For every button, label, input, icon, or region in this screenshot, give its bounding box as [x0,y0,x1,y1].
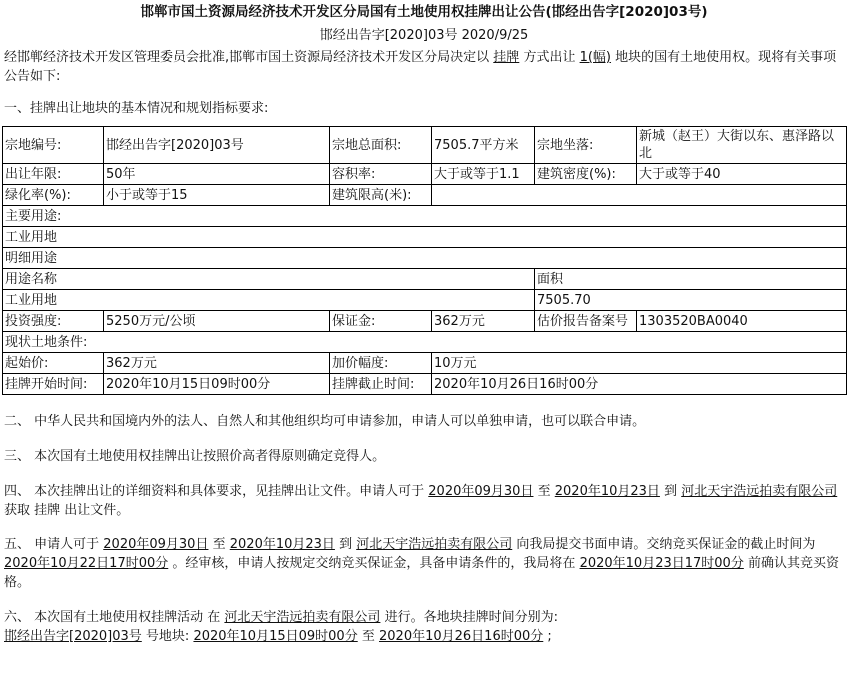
intro-text-2: 方式出让 [523,50,576,65]
table-cell: 起始价: [3,353,104,374]
table-cell: 宗地总面积: [330,127,432,164]
section-5-text: 到 [339,537,353,552]
section-6-text: 六、 本次国有土地使用权挂牌活动 在 [4,610,221,625]
table-cell: 大于或等于1.1 [432,164,535,185]
table-cell: 小于或等于15 [104,185,330,206]
table-cell: 建筑密度(%): [535,164,637,185]
table-row [3,374,847,395]
table-cell: 362万元 [104,353,330,374]
listing-end-time: 2020年10月26日16时00分 [379,629,544,644]
section-4 [0,482,848,520]
table-cell: 2020年10月15日09时00分 [104,374,330,395]
auction-company: 河北天宇浩远拍卖有限公司 [224,610,381,625]
table-cell: 加价幅度: [330,353,432,374]
date-end: 2020年10月23日 [229,537,335,552]
section-5-text: 五、 申请人可于 [4,537,100,552]
section-5-text: 至 [212,537,226,552]
table-cell: 用途名称 [3,269,535,290]
table-cell: 宗地编号: [3,127,104,164]
table-cell: 5250万元/公顷 [104,311,330,332]
table-cell: 7505.7平方米 [432,127,535,164]
deposit-deadline: 2020年10月22日17时00分 [4,556,169,571]
table-cell: 1303520BA0040 [637,311,847,332]
table-row [3,185,847,206]
listing-start-time: 2020年10月15日09时00分 [193,629,358,644]
table-cell: 邯经出告字[2020]03号 [104,127,330,164]
qualification-confirm-time: 2020年10月23日17时00分 [579,556,744,571]
table-row [3,164,847,185]
table-cell: 容积率: [330,164,432,185]
table-row [3,227,847,248]
table-row [3,127,847,164]
intro-text-3: 地块的国有土地使用权。现将有关事项公告如下: [4,50,837,84]
date-start: 2020年09月30日 [428,484,534,499]
section-6 [0,608,848,646]
table-cell: 主要用途: [3,206,847,227]
document-number-date: 邯经出告字[2020]03号 2020/9/25 [319,28,529,43]
date-end: 2020年10月23日 [554,484,660,499]
table-cell: 宗地坐落: [535,127,637,164]
auction-company: 河北天宇浩远拍卖有限公司 [681,484,838,499]
table-cell: 362万元 [432,311,535,332]
table-cell: 2020年10月26日16时00分 [432,374,847,395]
section-3: 三、 本次国有土地使用权挂牌出让按照价高者得原则确定竞得人。 [4,449,386,464]
section-5-text: 向我局提交书面申请。交纳竞买保证金的截止时间为 [516,537,816,552]
table-cell [432,185,847,206]
table-cell: 7505.70 [535,290,847,311]
table-row [3,311,847,332]
table-cell: 绿化率(%): [3,185,104,206]
page-title: 邯郸市国土资源局经济技术开发区分局国有土地使用权挂牌出让公告(邯经出告字[2020]03号) [140,4,708,20]
table-cell: 工业用地 [3,227,847,248]
table-cell: 投资强度: [3,311,104,332]
parcel-count: 1(幅) [579,50,612,65]
section-6-text: 进行。各地块挂牌时间分别为: [384,610,558,625]
table-cell: 50年 [104,164,330,185]
table-cell: 保证金: [330,311,432,332]
section-1-heading: 一、挂牌出让地块的基本情况和规划指标要求: [4,101,269,116]
table-cell: 10万元 [432,353,847,374]
intro-text-1: 经邯郸经济技术开发区管理委员会批准,邯郸市国土资源局经济技术开发区分局决定以 [4,50,490,65]
section-6-text: 至 [361,629,375,644]
section-5-text: 。经审核，申请人按规定交纳竞买保证金，具备申请条件的，我局将在 [172,556,576,571]
section-5-text: 前确认其竞买资格。 [4,556,839,590]
table-cell: 挂牌开始时间: [3,374,104,395]
table-cell: 现状土地条件: [3,332,847,353]
section-5 [0,535,848,592]
table-row [3,353,847,374]
section-4-text: 至 [537,484,551,499]
table-row [3,332,847,353]
auction-company: 河北天宇浩远拍卖有限公司 [356,537,513,552]
table-cell: 新城（赵王）大街以东、惠泽路以北 [637,127,847,164]
intro-paragraph [0,48,848,86]
parcel-info-table [2,126,847,395]
table-cell: 建筑限高(米): [330,185,432,206]
table-cell: 面积 [535,269,847,290]
table-cell: 大于或等于40 [637,164,847,185]
section-6-text: ; [547,629,552,644]
table-cell: 工业用地 [3,290,535,311]
table-row [3,290,847,311]
table-cell: 挂牌截止时间: [330,374,432,395]
transfer-method: 挂牌 [493,50,520,65]
table-row [3,269,847,290]
table-row [3,248,847,269]
section-2: 二、 中华人民共和国境内外的法人、自然人和其他组织均可申请参加，申请人可以单独申请，也可以联合申请。 [4,414,646,429]
table-cell: 出让年限: [3,164,104,185]
section-4-text: 获取 挂牌 出让文件。 [4,503,130,518]
section-6-text: 号地块: [145,629,190,644]
section-4-text: 到 [664,484,678,499]
parcel-number: 邯经出告字[2020]03号 [4,629,142,644]
table-row [3,206,847,227]
table-cell: 明细用途 [3,248,847,269]
section-4-text: 四、 本次挂牌出让的详细资料和具体要求，见挂牌出让文件。申请人可于 [4,484,425,499]
table-cell: 估价报告备案号 [535,311,637,332]
date-start: 2020年09月30日 [103,537,209,552]
